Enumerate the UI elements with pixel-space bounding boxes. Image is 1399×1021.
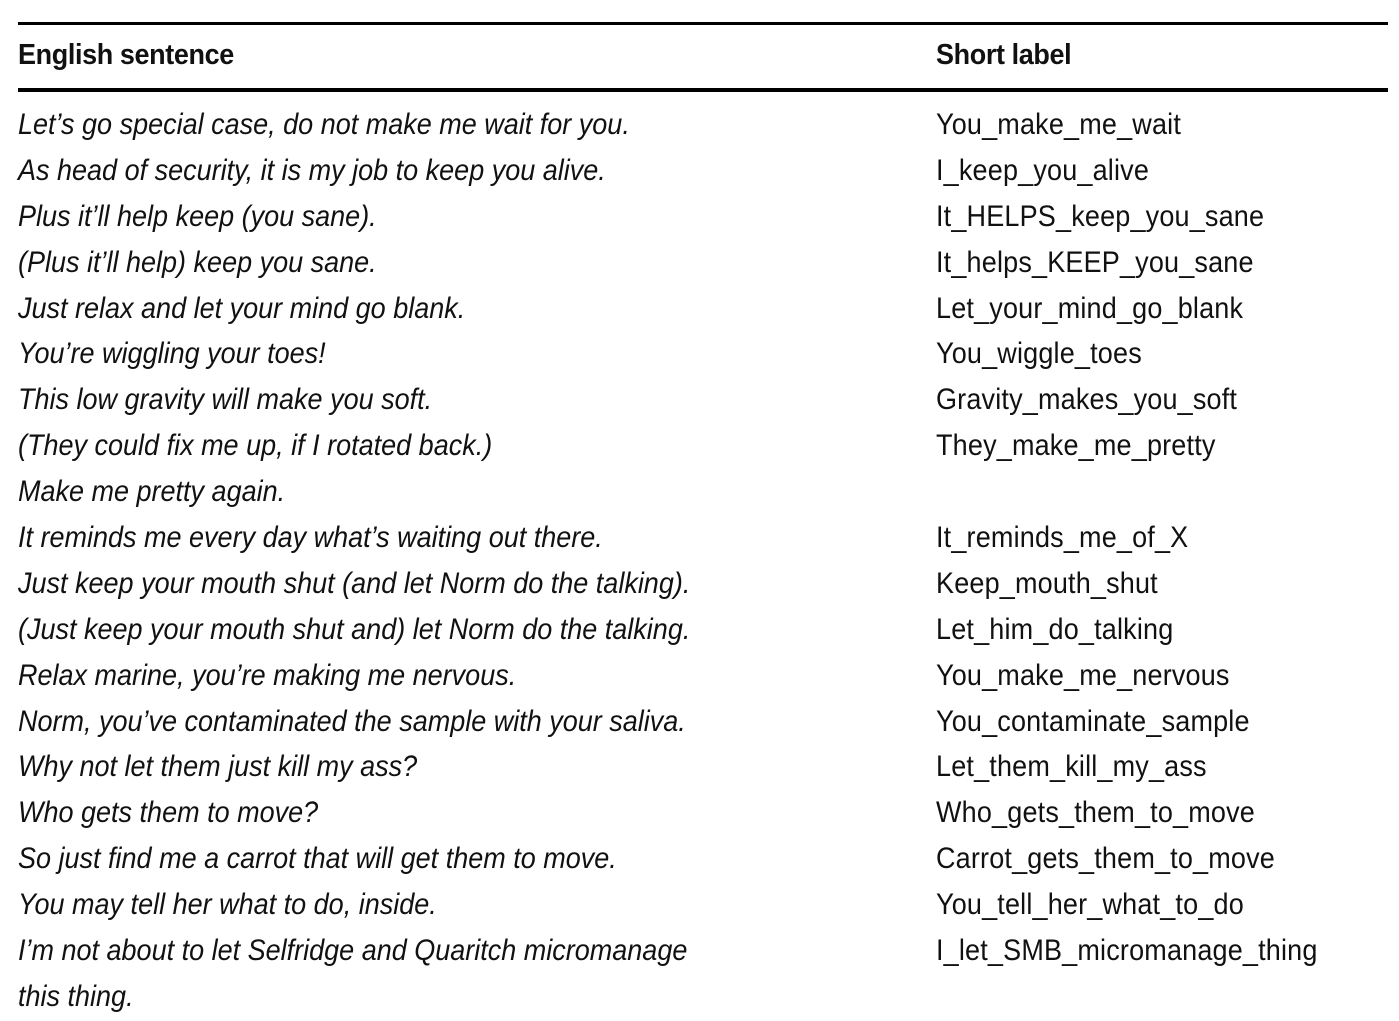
sentence-cell: Make me pretty again. (18, 475, 286, 509)
sentence-cell: Plus it’ll help keep (you sane). (18, 199, 377, 233)
label-cell: You_make_me_wait (936, 108, 1182, 141)
label-cell: I_let_SMB_micromanage_thing (936, 934, 1318, 968)
table-row (18, 607, 1388, 653)
sentence-cell: this thing. (18, 979, 134, 1013)
label-cell: Who_gets_them_to_move (936, 796, 1255, 830)
sentence-cell: You’re wiggling your toes! (18, 337, 326, 371)
table-row (18, 286, 1388, 332)
sentence-cell: Just relax and let your mind go blank. (18, 291, 466, 325)
sentence-cell: So just find me a carrot that will get them to move. (18, 842, 617, 876)
sentence-cell: Why not let them just kill my ass? (18, 750, 418, 784)
sentence-cell: (Plus it’ll help) keep you sane. (18, 245, 377, 279)
label-cell: You_contaminate_sample (936, 704, 1250, 738)
label-cell: You_wiggle_toes (936, 337, 1142, 371)
header-short-label: Short label (936, 39, 1072, 71)
sentence-cell: This low gravity will make you soft. (18, 383, 433, 417)
table-row (18, 836, 1388, 882)
label-cell: Keep_mouth_shut (936, 566, 1158, 600)
sentence-cell: Who gets them to move? (18, 796, 319, 830)
table-row (18, 469, 1388, 515)
sentence-cell: I’m not about to let Selfridge and Quaritch micromanage (18, 934, 688, 968)
table-row (18, 423, 1388, 469)
table-row (18, 790, 1388, 836)
table-row (18, 515, 1388, 561)
label-cell: You_make_me_nervous (936, 658, 1230, 692)
table-row (18, 331, 1388, 377)
label-cell: I_keep_you_alive (936, 153, 1150, 187)
table-row (18, 744, 1388, 790)
header-english-sentence: English sentence (18, 39, 234, 71)
sentence-cell: (Just keep your mouth shut and) let Norm do the talking. (18, 612, 691, 646)
label-cell: Let_them_kill_my_ass (936, 750, 1207, 784)
label-cell: It_HELPS_keep_you_sane (936, 199, 1265, 233)
sentence-cell: It reminds me every day what’s waiting out there. (18, 521, 603, 555)
table-row (18, 240, 1388, 286)
sentence-cell: Norm, you’ve contaminated the sample with your saliva. (18, 704, 686, 738)
sentence-cell: Let’s go special case, do not make me wait for you. (18, 108, 630, 141)
table-row (18, 974, 1388, 1020)
table-row (18, 928, 1388, 974)
table-row (18, 194, 1388, 240)
table-row (18, 882, 1388, 928)
label-cell: Carrot_gets_them_to_move (936, 842, 1276, 876)
label-cell: Let_him_do_talking (936, 612, 1174, 646)
sentence-cell: (They could fix me up, if I rotated back.) (18, 429, 493, 463)
label-cell: Gravity_makes_you_soft (936, 383, 1238, 417)
label-cell: You_tell_her_what_to_do (936, 888, 1244, 922)
sentence-cell: As head of security, it is my job to keep you alive. (18, 153, 606, 187)
sentence-cell: You may tell her what to do, inside. (18, 888, 437, 922)
table-row (18, 377, 1388, 423)
table-row (18, 102, 1388, 148)
table-row (18, 148, 1388, 194)
label-cell: It_helps_KEEP_you_sane (936, 245, 1254, 279)
label-cell: It_reminds_me_of_X (936, 521, 1189, 555)
sentence-cell: Just keep your mouth shut (and let Norm do the talking). (18, 566, 691, 600)
table-header (18, 25, 1388, 88)
table-row (18, 653, 1388, 699)
sentence-cell: Relax marine, you’re making me nervous. (18, 658, 517, 692)
table-row (18, 561, 1388, 607)
table-body (18, 92, 1388, 1020)
table-row (18, 699, 1388, 745)
label-cell: Let_your_mind_go_blank (936, 291, 1244, 325)
label-cell: They_make_me_pretty (936, 429, 1216, 463)
sentence-label-table (18, 22, 1388, 1020)
